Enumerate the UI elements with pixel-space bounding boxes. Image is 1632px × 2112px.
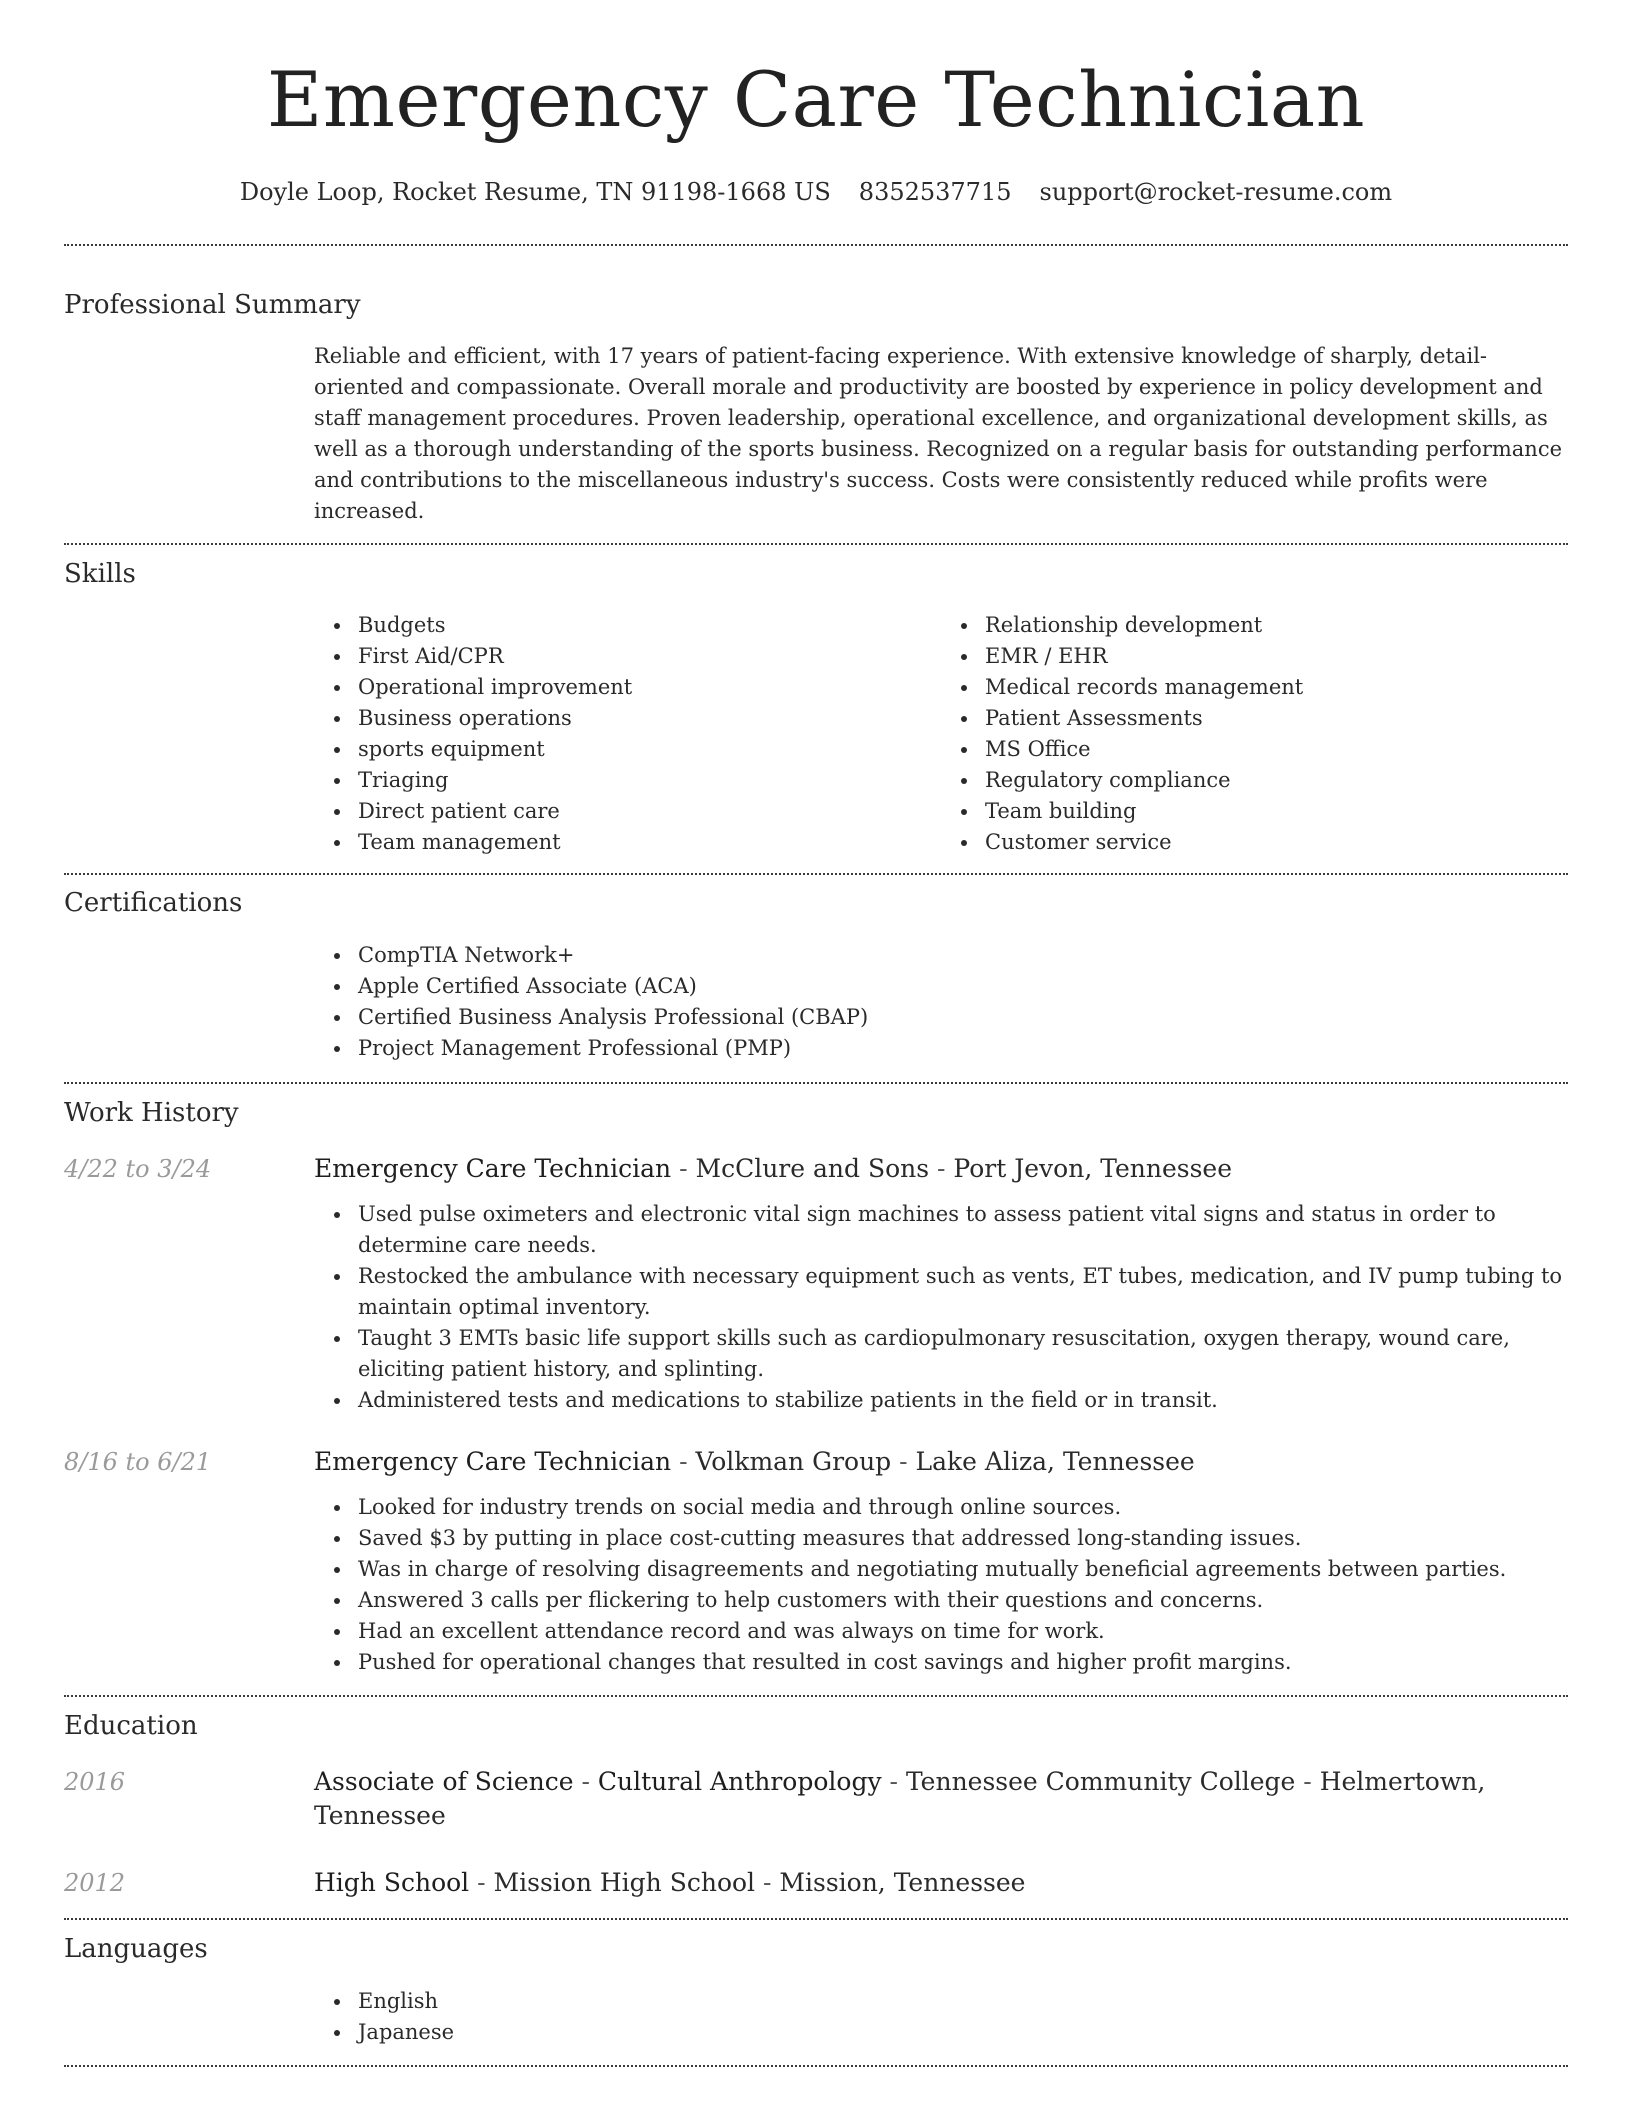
job-role: Emergency Care Technician (314, 1447, 672, 1476)
skill-item: MS Office (985, 734, 1568, 765)
contact-address: Doyle Loop, Rocket Resume, TN 91198-1668 US (239, 178, 831, 206)
job-heading: Emergency Care Technician - McClure and Sons - Port Jevon, Tennessee (314, 1154, 1232, 1183)
education-field: Cultural Anthropology (597, 1767, 882, 1796)
job-bullet: Looked for industry trends on social media and through online sources. (358, 1492, 1568, 1523)
job-company: Volkman Group (695, 1447, 892, 1476)
divider (64, 1918, 1568, 1920)
skill-item: Team management (358, 827, 941, 858)
languages-section (64, 1932, 1568, 2048)
skill-item: sports equipment (358, 734, 941, 765)
skill-item: Business operations (358, 703, 941, 734)
education-section (64, 1709, 1568, 1900)
section-title-skills: Skills (64, 559, 136, 589)
divider (64, 1082, 1568, 1084)
job-bullet: Saved $3 by putting in place cost-cutting measures that addressed long-standing issues. (358, 1523, 1568, 1554)
education-entry (64, 1765, 1568, 1833)
education-location: Helmertown, Tennessee (314, 1767, 1486, 1830)
divider (64, 244, 1568, 246)
summary-text: Reliable and efficient, with 17 years of patient-facing experience. With extensive knowledge of sharply, detail-oriented and compassionate. Overall morale and productivity are boosted by experience in policy development and staff management procedures. Proven leadership, operational excellence, and organizational development skills, as well as a thorough understanding of the sports business. Recognized on a regular basis for outstanding performance and contributions to the miscellaneous industry's success. Costs were consistently reduced while profits were increased. (314, 344, 1563, 523)
skill-item: Operational improvement (358, 672, 941, 703)
languages-list (314, 1986, 1568, 2048)
job-entry (64, 1445, 1568, 1479)
summary-section (64, 288, 1568, 527)
resume-title: Emergency Care Technician (266, 55, 1366, 144)
job-bullet: Restocked the ambulance with necessary equipment such as vents, ET tubes, medication, and IV pump tubing to maintain optimal inventory. (358, 1261, 1568, 1323)
job-bullet: Was in charge of resolving disagreements and negotiating mutually beneficial agreements between parties. (358, 1554, 1568, 1585)
job-bullet: Had an excellent attendance record and was always on time for work. (358, 1616, 1568, 1647)
job-dates: 4/22 to 3/24 (64, 1155, 212, 1183)
skill-item: Patient Assessments (985, 703, 1568, 734)
section-title-languages: Languages (64, 1934, 208, 1964)
job-dates: 8/16 to 6/21 (64, 1448, 212, 1476)
divider (64, 1695, 1568, 1697)
skill-item: Regulatory compliance (985, 765, 1568, 796)
education-location: Mission, Tennessee (779, 1868, 1026, 1897)
certifications-list (314, 940, 1568, 1064)
job-company: McClure and Sons (695, 1154, 930, 1183)
certifications-section (64, 886, 1568, 1064)
skill-item: Relationship development (985, 610, 1568, 641)
section-title-education: Education (64, 1711, 198, 1741)
divider (64, 543, 1568, 545)
skills-list-right (941, 610, 1568, 858)
contact-phone: 8352537715 (858, 178, 1012, 206)
section-title-certifications: Certifications (64, 888, 243, 918)
education-heading: Associate of Science - Cultural Anthropology - Tennessee Community College - Helmertown, Tennessee (314, 1767, 1486, 1830)
skill-item: Team building (985, 796, 1568, 827)
skills-list-left (314, 610, 941, 858)
job-bullets (314, 1199, 1568, 1416)
skills-section (64, 557, 1568, 858)
skill-item: Customer service (985, 827, 1568, 858)
skill-item: Budgets (358, 610, 941, 641)
job-location: Lake Aliza, Tennessee (915, 1447, 1195, 1476)
education-school: Tennessee Community College (905, 1767, 1296, 1796)
job-bullet: Administered tests and medications to stabilize patients in the field or in transit. (358, 1385, 1568, 1416)
education-year: 2012 (64, 1869, 126, 1897)
education-entry (64, 1866, 1568, 1900)
skill-item: EMR / EHR (985, 641, 1568, 672)
section-title-summary: Professional Summary (64, 290, 361, 320)
contact-line (64, 176, 1568, 208)
skill-item: Triaging (358, 765, 941, 796)
education-degree: Associate of Science (314, 1767, 574, 1796)
work-history-section (64, 1096, 1568, 1678)
job-bullet: Used pulse oximeters and electronic vital sign machines to assess patient vital signs and status in order to determine care needs. (358, 1199, 1568, 1261)
certification-item: Apple Certified Associate (ACA) (358, 971, 1568, 1002)
language-item: Japanese (358, 2017, 1568, 2048)
skill-item: First Aid/CPR (358, 641, 941, 672)
education-school: Mission High School (493, 1868, 756, 1897)
certification-item: CompTIA Network+ (358, 940, 1568, 971)
divider (64, 873, 1568, 875)
job-role: Emergency Care Technician (314, 1154, 672, 1183)
skill-item: Medical records management (985, 672, 1568, 703)
job-heading: Emergency Care Technician - Volkman Group - Lake Aliza, Tennessee (314, 1447, 1195, 1476)
job-bullet: Answered 3 calls per flickering to help customers with their questions and concerns. (358, 1585, 1568, 1616)
job-bullet: Taught 3 EMTs basic life support skills such as cardiopulmonary resuscitation, oxygen therapy, wound care, eliciting patient history, and splinting. (358, 1323, 1568, 1385)
job-bullets (314, 1492, 1568, 1678)
job-bullet: Pushed for operational changes that resulted in cost savings and higher profit margins. (358, 1647, 1568, 1678)
skill-item: Direct patient care (358, 796, 941, 827)
section-title-work: Work History (64, 1098, 239, 1128)
job-entry (64, 1152, 1568, 1186)
contact-email: support@rocket-resume.com (1039, 178, 1393, 206)
certification-item: Project Management Professional (PMP) (358, 1033, 1568, 1064)
language-item: English (358, 1986, 1568, 2017)
certification-item: Certified Business Analysis Professional (CBAP) (358, 1002, 1568, 1033)
education-degree: High School (314, 1868, 470, 1897)
skills-grid (314, 610, 1568, 858)
education-year: 2016 (64, 1768, 126, 1796)
job-location: Port Jevon, Tennessee (953, 1154, 1232, 1183)
divider (64, 2065, 1568, 2067)
education-heading: High School - Mission High School - Mission, Tennessee (314, 1868, 1026, 1897)
